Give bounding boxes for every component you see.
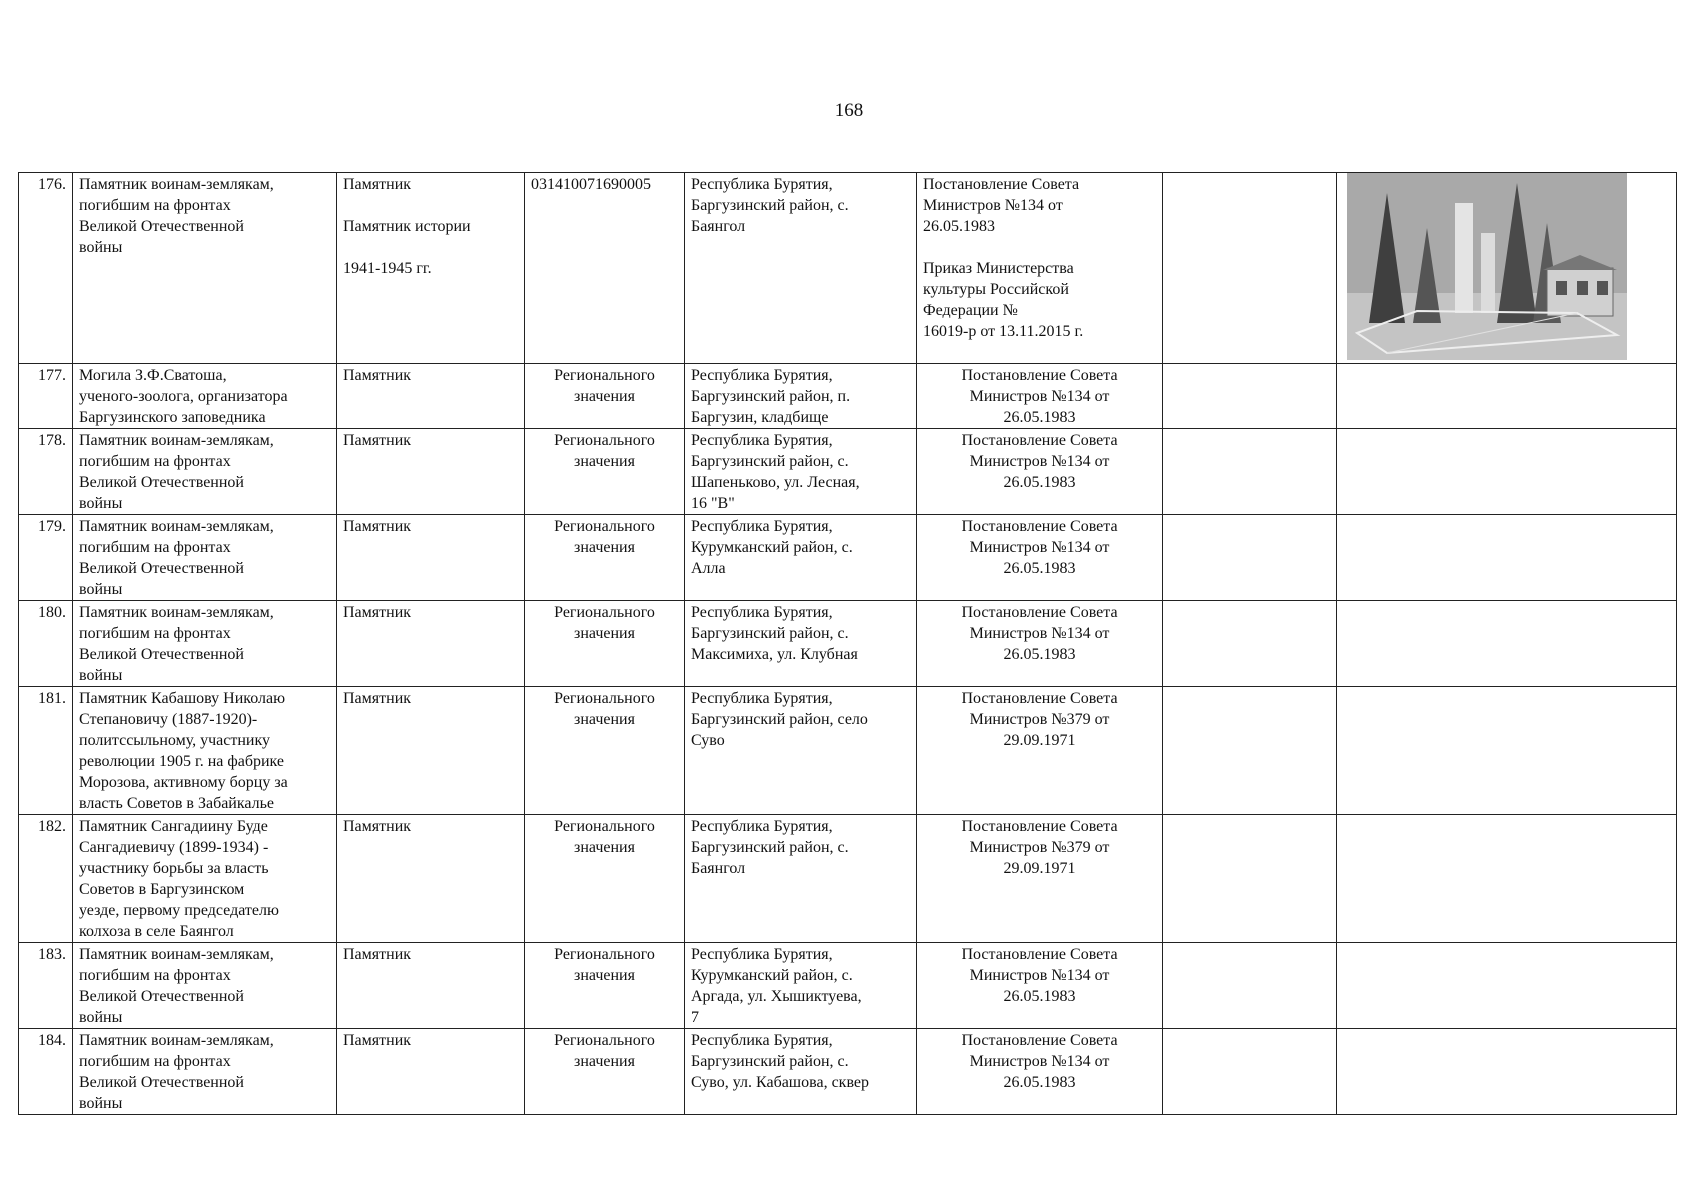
object-name-line: погибшим на фронтах xyxy=(79,967,231,984)
empty-cell xyxy=(1337,429,1677,515)
object-name-line: Баргузинского заповедника xyxy=(79,409,266,426)
document-line: Министров №134 от xyxy=(969,967,1110,984)
address-line: Республика Бурятия, xyxy=(691,432,833,449)
address-line: Баргузинский район, с. xyxy=(691,1053,849,1070)
empty-cell xyxy=(1337,601,1677,687)
table-row xyxy=(19,173,1677,364)
empty-cell xyxy=(1163,515,1337,601)
document-line: Министров №134 от xyxy=(969,625,1110,642)
category-line: Регионального xyxy=(554,518,655,535)
object-type-cell: Памятник xyxy=(337,687,525,815)
monument-photo-image xyxy=(1347,173,1627,360)
document-line: Федерации № xyxy=(923,302,1018,319)
object-name-cell xyxy=(73,1029,337,1115)
object-name-cell xyxy=(73,364,337,429)
object-name-line: Памятник воинам-землякам, xyxy=(79,518,274,535)
document-line: Постановление Совета xyxy=(961,690,1118,707)
category-cell xyxy=(525,601,685,687)
object-name-line: участнику борьбы за власть xyxy=(79,860,269,877)
object-name-line: войны xyxy=(79,495,123,512)
object-name-line: Могила З.Ф.Сватоша, xyxy=(79,367,227,384)
object-type-cell: Памятник xyxy=(337,364,525,429)
object-name-line: Великой Отечественной xyxy=(79,560,244,577)
category-line: Регионального xyxy=(554,818,655,835)
category-line: значения xyxy=(574,539,635,556)
document-cell xyxy=(917,815,1163,943)
photo-cell xyxy=(1337,173,1677,364)
document-line: Министров №134 от xyxy=(969,388,1110,405)
row-number: 180. xyxy=(19,601,73,687)
address-line: Республика Бурятия, xyxy=(691,176,833,193)
object-name-cell xyxy=(73,943,337,1029)
empty-cell xyxy=(1337,1029,1677,1115)
object-type-cell: Памятник xyxy=(337,601,525,687)
object-name-line: войны xyxy=(79,1095,123,1112)
address-line: Баргузинский район, село xyxy=(691,711,868,728)
table-row xyxy=(19,601,1677,687)
empty-cell xyxy=(1163,1029,1337,1115)
category-cell xyxy=(525,429,685,515)
row-number: 181. xyxy=(19,687,73,815)
category-line: значения xyxy=(574,967,635,984)
object-name-line: войны xyxy=(79,239,123,256)
document-line: 26.05.1983 xyxy=(1003,474,1076,491)
object-name-line: власть Советов в Забайкалье xyxy=(79,795,275,812)
category-line: значения xyxy=(574,839,635,856)
table-row xyxy=(19,815,1677,943)
object-name-cell xyxy=(73,815,337,943)
address-line: 7 xyxy=(691,1009,699,1026)
address-cell xyxy=(685,429,917,515)
object-name-line: Великой Отечественной xyxy=(79,474,244,491)
document-line: Постановление Совета xyxy=(961,367,1118,384)
document-line: 16019-р от 13.11.2015 г. xyxy=(923,323,1084,340)
address-line: Суво, ул. Кабашова, сквер xyxy=(691,1074,870,1091)
object-name-line: уезде, первому председателю xyxy=(79,902,279,919)
address-line: Республика Бурятия, xyxy=(691,946,833,963)
object-name-cell xyxy=(73,429,337,515)
address-line: Республика Бурятия, xyxy=(691,604,833,621)
object-name-line: Памятник воинам-землякам, xyxy=(79,176,274,193)
category-cell xyxy=(525,943,685,1029)
row-number: 183. xyxy=(19,943,73,1029)
document-line: Постановление Совета xyxy=(961,604,1118,621)
address-line: Республика Бурятия, xyxy=(691,690,833,707)
row-number: 177. xyxy=(19,364,73,429)
monument-photo xyxy=(1347,173,1627,360)
document-line: Постановление Совета xyxy=(923,176,1080,193)
address-line: Курумканский район, с. xyxy=(691,967,853,984)
document-cell xyxy=(917,515,1163,601)
object-name-line: Степановичу (1887-1920)- xyxy=(79,711,258,728)
object-type-cell: Памятник xyxy=(337,1029,525,1115)
category-cell xyxy=(525,364,685,429)
address-line: Баргузинский район, с. xyxy=(691,453,849,470)
document-line: Министров №134 от xyxy=(969,1053,1110,1070)
document-cell xyxy=(917,601,1163,687)
address-line: Республика Бурятия, xyxy=(691,818,833,835)
object-name-line: Великой Отечественной xyxy=(79,988,244,1005)
object-name-line: Советов в Баргузинском xyxy=(79,881,245,898)
address-line: Республика Бурятия, xyxy=(691,367,833,384)
address-line: Баянгол xyxy=(691,860,746,877)
row-number: 178. xyxy=(19,429,73,515)
object-name-line: революции 1905 г. на фабрике xyxy=(79,753,285,770)
document-cell xyxy=(917,364,1163,429)
empty-cell xyxy=(1163,429,1337,515)
address-line: Баргузин, кладбище xyxy=(691,409,829,426)
document-cell xyxy=(917,173,1163,364)
row-number: 179. xyxy=(19,515,73,601)
object-period: 1941-1945 гг. xyxy=(343,260,432,277)
document-line: Постановление Совета xyxy=(961,432,1118,449)
empty-cell xyxy=(1337,815,1677,943)
object-name-line: погибшим на фронтах xyxy=(79,1053,231,1070)
address-line: Баргузинский район, с. xyxy=(691,197,849,214)
row-number: 182. xyxy=(19,815,73,943)
address-line: Республика Бурятия, xyxy=(691,518,833,535)
document-line: Министров №379 от xyxy=(969,839,1110,856)
document-line: 26.05.1983 xyxy=(1003,988,1076,1005)
address-line: Суво xyxy=(691,732,725,749)
object-name-line: Памятник воинам-землякам, xyxy=(79,946,274,963)
empty-cell xyxy=(1163,601,1337,687)
document-line: Приказ Министерства xyxy=(923,260,1074,277)
document-line: 26.05.1983 xyxy=(1003,646,1076,663)
object-name-cell xyxy=(73,173,337,364)
object-name-line: войны xyxy=(79,667,123,684)
document-line: Министров №134 от xyxy=(969,453,1110,470)
empty-cell xyxy=(1163,815,1337,943)
row-number: 176. xyxy=(19,173,73,364)
object-name-line: ученого-зоолога, организатора xyxy=(79,388,288,405)
document-cell xyxy=(917,429,1163,515)
object-name-line: Памятник Кабашову Николаю xyxy=(79,690,286,707)
address-cell xyxy=(685,601,917,687)
table-row xyxy=(19,429,1677,515)
document-line: Постановление Совета xyxy=(961,946,1118,963)
address-line: Аргада, ул. Хышиктуева, xyxy=(691,988,862,1005)
address-cell xyxy=(685,364,917,429)
category-cell xyxy=(525,1029,685,1115)
document-line: 26.05.1983 xyxy=(1003,560,1076,577)
registry-number-cell: 031410071690005 xyxy=(525,173,685,364)
category-cell xyxy=(525,815,685,943)
object-type-cell: Памятник xyxy=(337,815,525,943)
object-name-line: Морозова, активному борцу за xyxy=(79,774,288,791)
document-line: 26.05.1983 xyxy=(923,218,995,235)
object-name-line: войны xyxy=(79,1009,123,1026)
address-line: Максимиха, ул. Клубная xyxy=(691,646,858,663)
object-name-line: погибшим на фронтах xyxy=(79,453,231,470)
category-line: Регионального xyxy=(554,432,655,449)
category-cell xyxy=(525,515,685,601)
category-line: Регионального xyxy=(554,604,655,621)
address-line: Баянгол xyxy=(691,218,746,235)
object-name-line: погибшим на фронтах xyxy=(79,539,231,556)
document-cell xyxy=(917,1029,1163,1115)
empty-cell xyxy=(1337,515,1677,601)
category-line: Регионального xyxy=(554,1032,655,1049)
address-cell xyxy=(685,173,917,364)
table-row xyxy=(19,515,1677,601)
empty-cell xyxy=(1163,943,1337,1029)
address-line: Шапеньково, ул. Лесная, xyxy=(691,474,860,491)
empty-cell xyxy=(1163,173,1337,364)
table-row xyxy=(19,687,1677,815)
empty-cell xyxy=(1163,364,1337,429)
document-line: Постановление Совета xyxy=(961,818,1118,835)
object-type-cell: Памятник xyxy=(337,429,525,515)
category-line: значения xyxy=(574,453,635,470)
document-line: Министров №134 от xyxy=(923,197,1063,214)
category-line: значения xyxy=(574,1053,635,1070)
category-line: значения xyxy=(574,711,635,728)
empty-cell xyxy=(1337,687,1677,815)
object-type-cell xyxy=(337,173,525,364)
address-line: Баргузинский район, с. xyxy=(691,839,849,856)
table-row xyxy=(19,943,1677,1029)
address-cell xyxy=(685,943,917,1029)
category-line: Регионального xyxy=(554,690,655,707)
address-line: Республика Бурятия, xyxy=(691,1032,833,1049)
object-name-line: Великой Отечественной xyxy=(79,646,244,663)
address-line: Баргузинский район, п. xyxy=(691,388,851,405)
category-line: Регионального xyxy=(554,367,655,384)
address-line: 16 "В" xyxy=(691,495,735,512)
object-name-line: Памятник воинам-землякам, xyxy=(79,604,274,621)
object-name-line: политссыльному, участнику xyxy=(79,732,271,749)
monument-registry-table xyxy=(18,172,1677,1115)
document-cell xyxy=(917,943,1163,1029)
page-number: 168 xyxy=(834,100,864,121)
category-line: значения xyxy=(574,625,635,642)
object-type: Памятник xyxy=(343,176,412,193)
empty-cell xyxy=(1337,364,1677,429)
empty-cell xyxy=(1163,687,1337,815)
document-line: Постановление Совета xyxy=(961,518,1118,535)
address-cell xyxy=(685,687,917,815)
document-line: Постановление Совета xyxy=(961,1032,1118,1049)
object-name-line: погибшим на фронтах xyxy=(79,625,231,642)
address-line: Алла xyxy=(691,560,726,577)
category-line: значения xyxy=(574,388,635,405)
row-number: 184. xyxy=(19,1029,73,1115)
table-row xyxy=(19,364,1677,429)
address-cell xyxy=(685,815,917,943)
address-cell xyxy=(685,1029,917,1115)
document-line: Министров №379 от xyxy=(969,711,1110,728)
object-name-cell xyxy=(73,515,337,601)
object-name-line: колхоза в селе Баянгол xyxy=(79,923,234,940)
address-cell xyxy=(685,515,917,601)
address-line: Курумканский район, с. xyxy=(691,539,853,556)
document-line: культуры Российской xyxy=(923,281,1069,298)
category-cell xyxy=(525,687,685,815)
object-name-line: Сангадиевичу (1899-1934) - xyxy=(79,839,269,856)
object-name-line: Памятник воинам-землякам, xyxy=(79,432,274,449)
document-cell xyxy=(917,687,1163,815)
document-line: 29.09.1971 xyxy=(1003,732,1076,749)
object-name-line: Великой Отечественной xyxy=(79,218,244,235)
object-name-cell xyxy=(73,687,337,815)
object-name-line: войны xyxy=(79,581,123,598)
object-name-line: Памятник Сангадиину Буде xyxy=(79,818,268,835)
object-name-line: Памятник воинам-землякам, xyxy=(79,1032,274,1049)
document-line: 26.05.1983 xyxy=(1003,409,1076,426)
empty-cell xyxy=(1337,943,1677,1029)
object-name-line: Великой Отечественной xyxy=(79,1074,244,1091)
object-type-cell: Памятник xyxy=(337,515,525,601)
object-type-extra: Памятник истории xyxy=(343,218,471,235)
document-line: Министров №134 от xyxy=(969,539,1110,556)
object-name-line: погибшим на фронтах xyxy=(79,197,231,214)
document-line: 29.09.1971 xyxy=(1003,860,1076,877)
object-name-cell xyxy=(73,601,337,687)
table-row xyxy=(19,1029,1677,1115)
document-line: 26.05.1983 xyxy=(1003,1074,1076,1091)
object-type-cell: Памятник xyxy=(337,943,525,1029)
address-line: Баргузинский район, с. xyxy=(691,625,849,642)
category-line: Регионального xyxy=(554,946,655,963)
